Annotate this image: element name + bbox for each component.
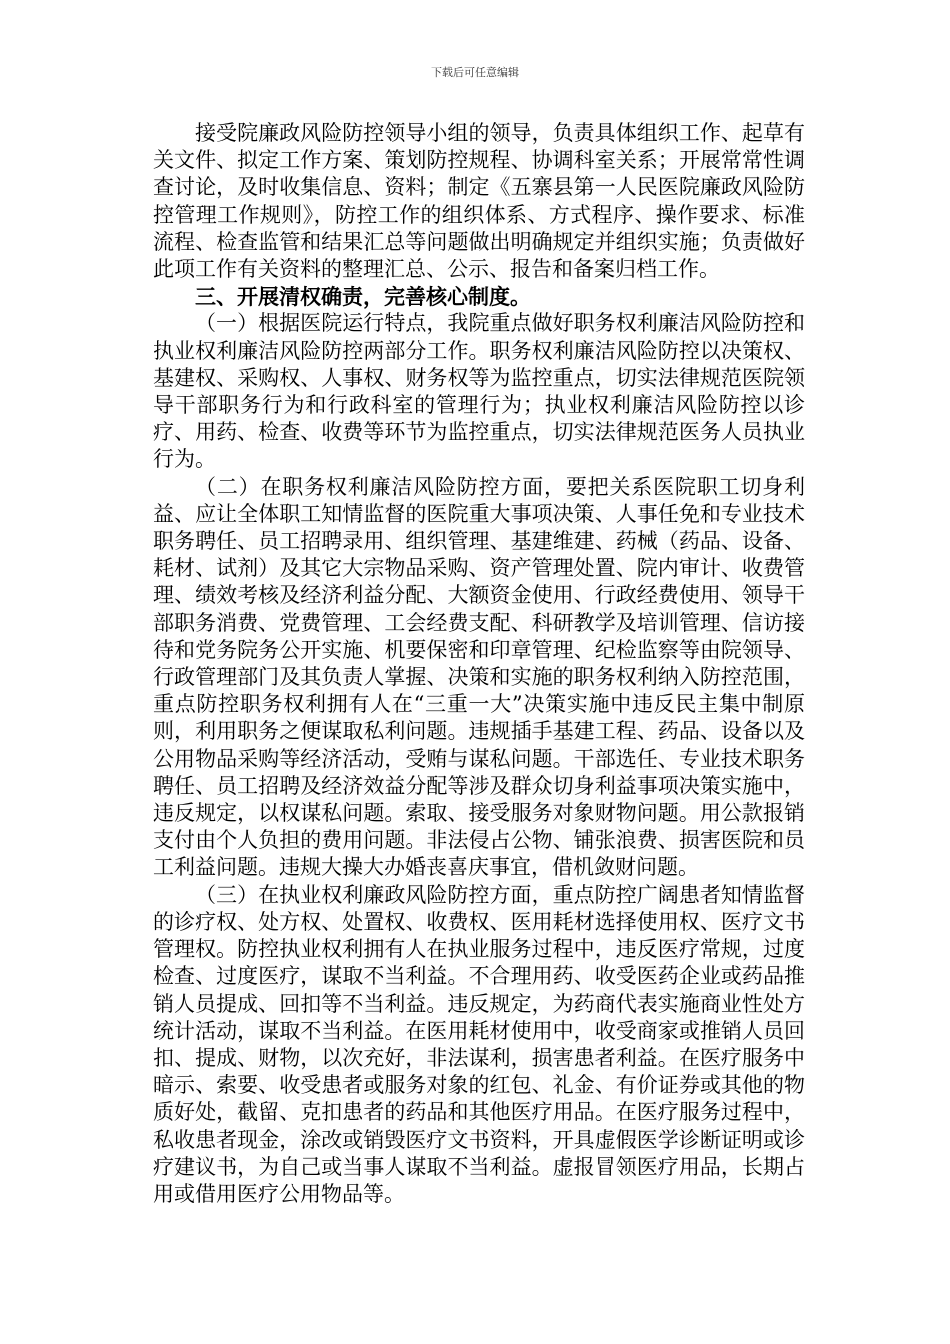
paragraph-item-2: （二）在职务权利廉洁风险防控方面，要把关系医院职工切身利益、应让全体职工知情监督的医院重大事项决策、人事任免和专业技术职务聘任、员工招聘录用、组织管理、基建维建、药械（药品、设备、耗材、试剂）及其它大宗物品采购、资产管理处置、院内审计、收费管理、绩效考核及经济利益分配、大额资金使用、行政经费使用、领导干部职务消费、党费管理、工会经费支配、科研教学及培训管理、信访接待和党务院务公开实施、机要保密和印章管理、纪检监察等由院领导、行政管理部门及其负责人掌握、决策和实施的职务权利纳入防控范围，重点防控职务权利拥有人在“三重一大”决策实施中违反民主集中制原则，利用职务之便谋取私利问题。违规插手基建工程、药品、设备以及公用物品采购等经济活动，受贿与谋私问题。干部选任、专业技术职务聘任、员工招聘及经济效益分配等涉及群众切身利益事项决策实施中，违反规定，以权谋私问题。索取、接受服务对象财物问题。用公款报销支付由个人负担的费用问题。非法侵占公物、铺张浪费、损害医院和员工利益问题。违规大操大办婚丧喜庆事宜，借机敛财问题。: [153, 474, 805, 880]
header-note: 下载后可任意编辑: [431, 66, 519, 79]
paragraph-item-1: （一）根据医院运行特点，我院重点做好职务权利廉洁风险防控和执业权利廉洁风险防控两部分工作。职务权利廉洁风险防控以决策权、基建权、采购权、人事权、财务权等为监控重点，切实法律规范医院领导干部职务行为和行政科室的管理行为；执业权利廉洁风险防控以诊疗、用药、检查、收费等环节为监控重点，切实法律规范医务人员执业行为。: [153, 311, 805, 472]
section-heading: 三、开展清权确责，完善核心制度。: [195, 284, 531, 310]
paragraph-item-3: （三）在执业权利廉政风险防控方面，重点防控广阔患者知情监督的诊疗权、处方权、处置权、收费权、医用耗材选择使用权、医疗文书管理权。防控执业权利拥有人在执业服务过程中，违反医疗常规，过度检查、过度医疗，谋取不当利益。不合理用药、收受医药企业或药品推销人员提成、回扣等不当利益。违反规定，为药商代表实施商业性处方统计活动，谋取不当利益。在医用耗材使用中，收受商家或推销人员回扣、提成、财物，以次充好，非法谋利，损害患者利益。在医疗服务中暗示、索要、收受患者或服务对象的红包、礼金、有价证券或其他的物质好处，截留、克扣患者的药品和其他医疗用品。在医疗服务过程中，私收患者现金，涂改或销毁医疗文书资料，开具虚假医学诊断证明或诊疗建议书，为自己或当事人谋取不当利益。虚报冒领医疗用品，长期占用或借用医疗公用物品等。: [153, 882, 805, 1206]
paragraph-responsibilities: 接受院廉政风险防控领导小组的领导，负责具体组织工作、起草有关文件、拟定工作方案、策划防控规程、协调科室关系；开展常常性调查讨论，及时收集信息、资料；制定《五寨县第一人民医院廉政风险防控管理工作规则》，防控工作的组织体系、方式程序、操作要求、标准流程、检查监管和结果汇总等问题做出明确规定并组织实施；负责做好此项工作有关资料的整理汇总、公示、报告和备案归档工作。: [153, 121, 805, 282]
document-body: [153, 120, 805, 1208]
